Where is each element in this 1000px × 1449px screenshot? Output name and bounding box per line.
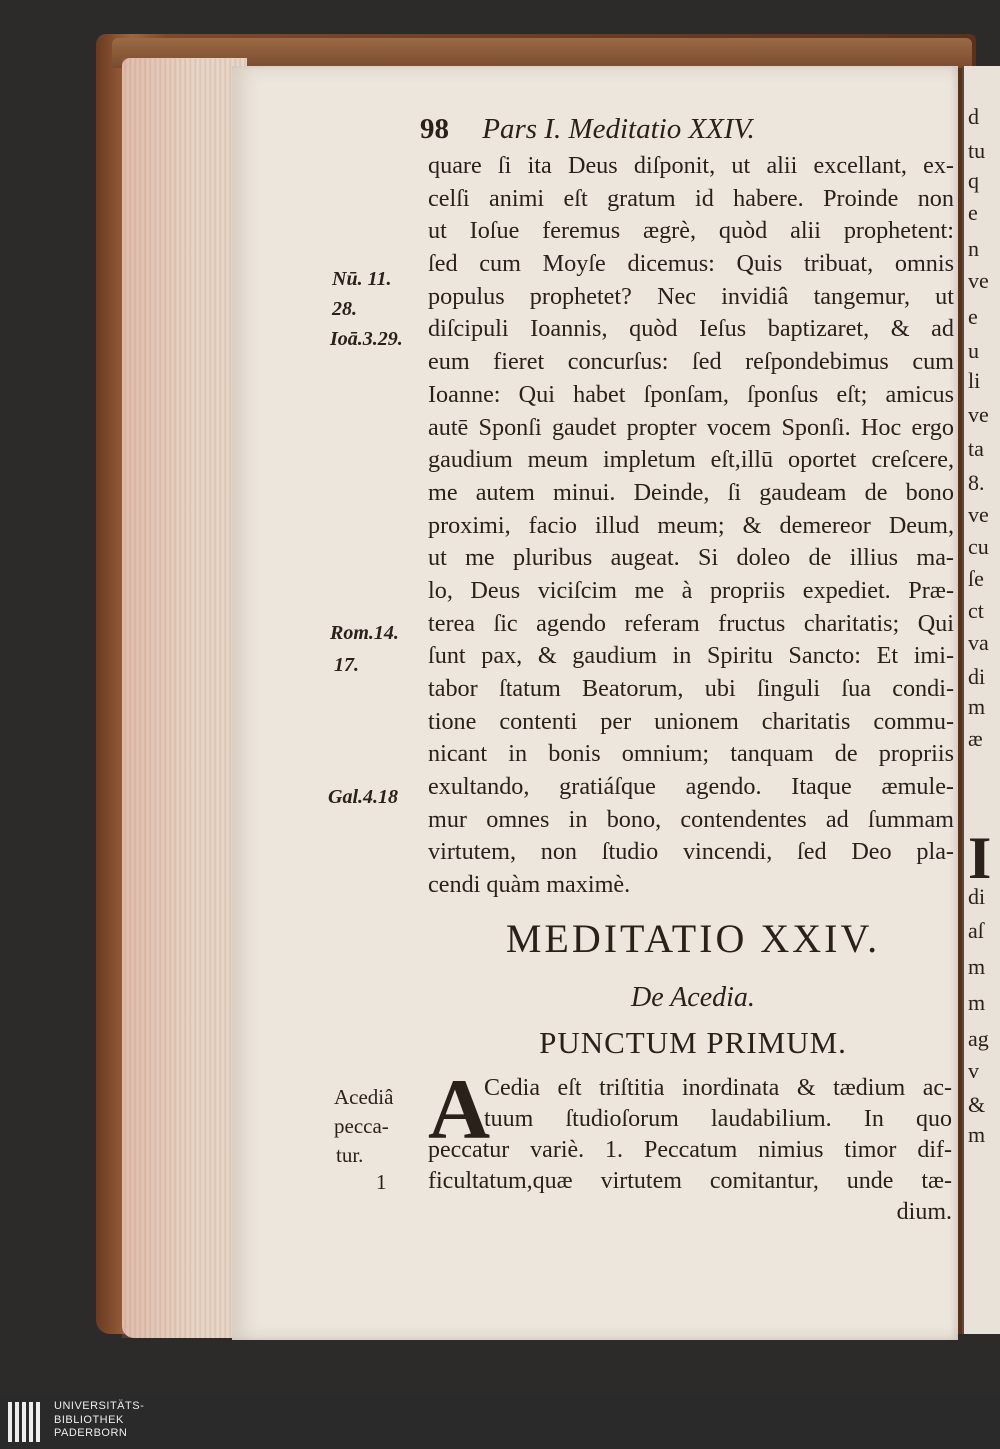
facing-page-text: u xyxy=(968,338,979,363)
facing-page-text: ve xyxy=(968,502,989,527)
facing-page-text: cu xyxy=(968,534,989,559)
facing-page-text: di xyxy=(968,664,986,689)
punctum-heading: PUNCTUM PRIMUM. xyxy=(539,1025,847,1060)
facing-page-text: q xyxy=(968,168,979,193)
text-line: autē Sponſi gaudet propter vocem Sponſi. Hoc ergo xyxy=(428,413,954,441)
text-line: cendi quàm maximè. xyxy=(428,871,631,899)
text-line: gaudium meum impletum eſt,illū oportet creſcere, xyxy=(428,446,954,474)
facing-page-text: m xyxy=(968,990,986,1015)
text-line: Cedia eſt triſtitia inordinata & tædium ac- xyxy=(484,1075,952,1101)
running-head xyxy=(420,113,880,149)
text-line: peccatur variè. 1. Peccatum nimius timor dif- xyxy=(428,1137,952,1163)
facing-page-text: ſe xyxy=(968,566,984,591)
facing-page-text: ve xyxy=(968,402,989,427)
text-line: proximi, facio illud meum; & demereor Deum, xyxy=(428,511,954,539)
text-line: quare ſi ita Deus diſponit, ut alii excellant, ex- xyxy=(428,152,954,179)
margin-note: Nū. 11. xyxy=(332,268,392,290)
facing-page-fragment xyxy=(962,66,1000,1334)
facing-page-text: e xyxy=(968,304,978,329)
text-line: populus prophetet? Nec invidiâ tangemur, ut xyxy=(428,282,954,310)
acedia-paragraph-indented xyxy=(484,1073,952,1135)
text-line: ſed cum Moyſe dicemus: Quis tribuat, omnis xyxy=(428,250,954,278)
margin-note: Ioā.3.29. xyxy=(330,328,403,350)
body-paragraph xyxy=(428,150,954,902)
facing-page-text: d xyxy=(968,104,979,129)
page-number: 98 xyxy=(420,113,449,145)
footer-bar xyxy=(0,1395,1000,1449)
text-line: dium. xyxy=(896,1199,952,1225)
library-logo-icon xyxy=(6,1400,46,1444)
margin-note: Acediâ xyxy=(334,1085,394,1109)
section-subtitle: De Acedia. xyxy=(631,982,755,1013)
facing-page-text: ve xyxy=(968,268,989,293)
running-title: Pars I. Meditatio XXIV. xyxy=(482,113,755,145)
facing-page-text: ta xyxy=(968,436,984,461)
drop-cap: A xyxy=(428,1061,491,1157)
text-line: tuum ſtudioſorum laudabilium. In quo xyxy=(484,1106,952,1132)
facing-page-text: li xyxy=(968,368,981,393)
facing-page-text: v xyxy=(968,1058,979,1083)
text-line: terea ſic agendo referam fructus charitatis; Qui xyxy=(428,609,954,637)
margin-note: 28. xyxy=(332,298,357,320)
library-name-line: BIBLIOTHEK xyxy=(54,1413,124,1426)
text-line: diſcipuli Ioannis, quòd Ieſus baptizaret, & ad xyxy=(428,315,954,343)
margin-note: Rom.14. xyxy=(330,622,399,644)
facing-page-text: & xyxy=(968,1092,986,1117)
facing-page-text: I xyxy=(968,825,992,891)
facing-page-text: m xyxy=(968,954,986,979)
text-line: mur omnes in bono, contendentes ad ſummam xyxy=(428,805,954,833)
text-line: ficultatum,quæ virtutem comitantur, unde tæ- xyxy=(428,1168,952,1194)
margin-note: pecca- xyxy=(334,1114,389,1138)
facing-page-text: 8. xyxy=(968,470,985,495)
text-line: virtutem, non ſtudio vincendi, ſed Deo pla- xyxy=(428,838,954,866)
facing-page-text: ct xyxy=(968,598,984,623)
facing-page-text: m xyxy=(968,1122,986,1147)
library-name xyxy=(54,1400,144,1441)
text-line: ut me pluribus augeat. Si doleo de illius ma- xyxy=(428,544,954,572)
text-line: ſunt pax, & gaudium in Spiritu Sancto: Et imi- xyxy=(428,642,954,670)
library-name-line: PADERBORN xyxy=(54,1427,128,1439)
margin-note: Gal.4.18 xyxy=(328,786,398,808)
text-line: exultando, gratiáſque agendo. Itaque æmule- xyxy=(428,773,954,801)
section-title: MEDITATIO XXIV. xyxy=(505,916,881,961)
facing-page-text: e xyxy=(968,200,978,225)
facing-page-text: n xyxy=(968,236,979,261)
margin-note: tur. xyxy=(336,1143,364,1167)
margin-note: 17. xyxy=(334,654,359,676)
page-edges xyxy=(122,58,247,1338)
text-line: tione contenti per unionem charitatis commu- xyxy=(428,707,954,735)
facing-page-text: æ xyxy=(968,726,983,751)
text-line: tabor ſtatum Beatorum, ubi ſinguli ſua condi- xyxy=(428,675,954,702)
facing-page-text: aſ xyxy=(968,918,984,943)
text-line: nicant in bonis omnium; tanquam de propriis xyxy=(428,740,954,768)
acedia-paragraph xyxy=(428,1135,952,1228)
facing-page-text: di xyxy=(968,884,986,909)
facing-page-text: va xyxy=(968,630,989,655)
text-line: ut Ioſue feremus ægrè, quòd alii prophetent: xyxy=(428,217,954,245)
text-line: eum fieret concurſus: ſed reſpondebimus cum xyxy=(428,348,954,376)
text-line: Ioanne: Qui habet ſponſam, ſponſus eſt; amicus xyxy=(428,380,954,408)
library-name-line: UNIVERSITÄTS- xyxy=(54,1400,145,1412)
facing-page-text: ag xyxy=(968,1026,989,1051)
margin-note: 1 xyxy=(376,1170,387,1194)
facing-page-text: m xyxy=(968,694,986,719)
text-line: celſi animi eſt gratum id habere. Proinde non xyxy=(428,184,954,212)
facing-page-text: tu xyxy=(968,138,986,163)
text-line: lo, Deus viciſcim me à propriis expediet. Præ- xyxy=(428,576,954,604)
text-line: me autem minui. Deinde, ſi gaudeam de bono xyxy=(428,478,954,506)
